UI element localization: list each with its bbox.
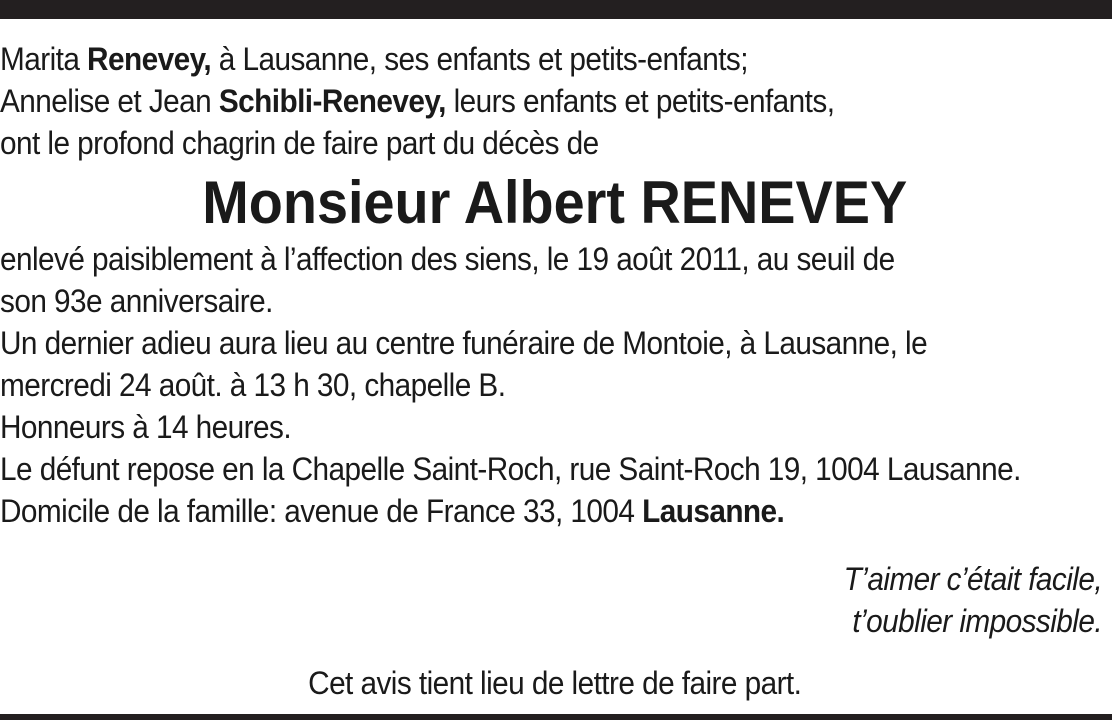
body-line-4: mercredi 24 août. à 13 h 30, chapelle B. xyxy=(0,367,506,403)
deceased-name: Monsieur Albert RENEVEY xyxy=(202,169,908,236)
body-line-5: Honneurs à 14 heures. xyxy=(0,409,292,445)
announcer-name-bold: Renevey, xyxy=(87,41,212,77)
epitaph-quote xyxy=(0,558,1109,642)
quote-line-1: T’aimer c’était facile, xyxy=(843,561,1103,597)
announcement-intro: ont le profond chagrin de faire part du décès de xyxy=(0,125,599,161)
bottom-border-rule xyxy=(0,714,1112,720)
body-line-3: Un dernier adieu aura lieu au centre funéraire de Montoie, à Lausanne, le xyxy=(0,325,928,361)
body-line-6: Le défunt repose en la Chapelle Saint-Roch, rue Saint-Roch 19, 1004 Lausanne. xyxy=(0,451,1021,487)
body-line-7: Domicile de la famille: avenue de France 33, 1004 Lausanne. xyxy=(0,493,785,529)
closing-statement: Cet avis tient lieu de lettre de faire part. xyxy=(308,665,802,701)
announcer-name-bold: Schibli-Renevey, xyxy=(218,83,446,119)
domicile-city-bold: Lausanne. xyxy=(642,493,785,529)
body-line-1: enlevé paisiblement à l’affection des siens, le 19 août 2011, au seuil de xyxy=(0,241,895,277)
announcer-line-1: Marita Renevey, à Lausanne, ses enfants et petits-enfants; xyxy=(0,41,748,77)
quote-line-2: t’oublier impossible. xyxy=(852,603,1103,639)
body-line-2: son 93e anniversaire. xyxy=(0,283,273,319)
obituary-notice xyxy=(0,38,1109,704)
announcer-line-2: Annelise et Jean Schibli-Renevey, leurs enfants et petits-enfants, xyxy=(0,83,835,119)
top-border-rule xyxy=(0,0,1112,19)
